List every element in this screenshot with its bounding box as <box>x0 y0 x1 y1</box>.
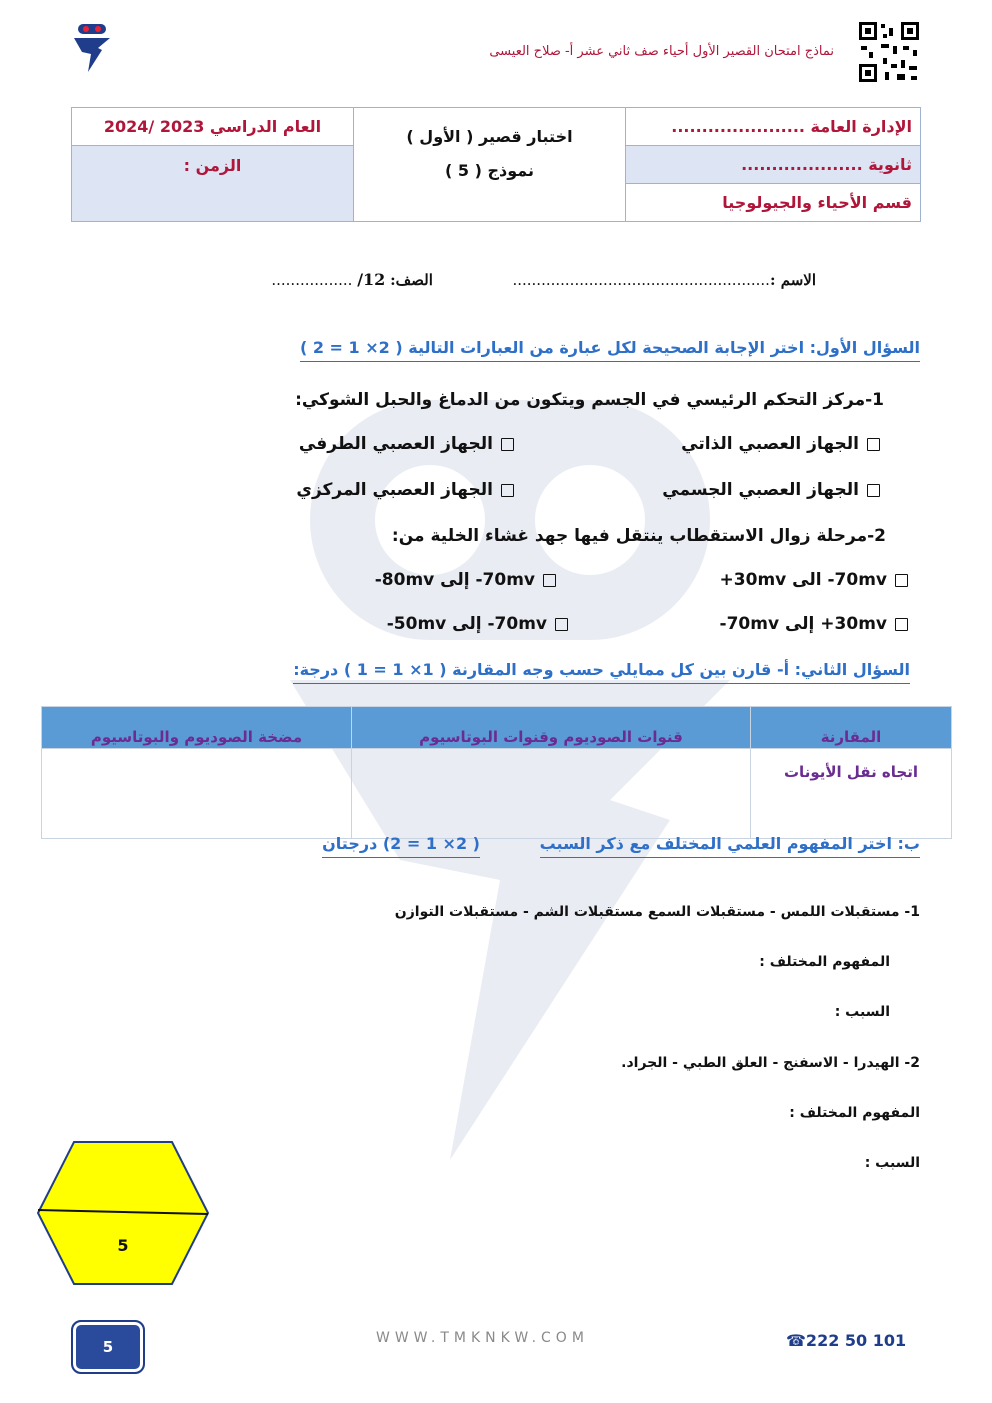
school-cell: ثانوية .................... <box>626 146 921 184</box>
name-field[interactable]: ...................................................... <box>512 271 770 289</box>
q1-item2-option-a[interactable]: 70mv- الى 30mv+ <box>720 570 908 590</box>
checkbox-icon[interactable] <box>867 438 880 451</box>
department-cell: قسم الأحياء والجيولوجيا <box>626 184 921 222</box>
cmp-row-label: اتجاه نقل الأيونات <box>751 749 952 839</box>
checkbox-icon[interactable] <box>895 574 908 587</box>
comparison-table <box>41 706 952 839</box>
q2b-item2-reason: السبب : <box>864 1155 920 1171</box>
q1-item1-option-c[interactable]: الجهاز العصبي الجسمي <box>662 480 880 500</box>
year-cell: العام الدراسي 2023 /2024 <box>72 108 354 146</box>
score-value: 5 <box>117 1236 129 1255</box>
footer-phone: ☎222 50 101 <box>786 1331 907 1350</box>
header-title: نماذج امتحان القصير الأول أحياء صف ثاني عشر أ- صلاح العيسى <box>489 44 834 59</box>
q1-heading: السؤال الأول: اختر الإجابة الصحيحة لكل عبارة من العبارات التالية ( 2× 1 = 2 ) <box>300 338 920 362</box>
cmp-answer-pump[interactable] <box>42 749 352 839</box>
cmp-answer-channels[interactable] <box>352 749 751 839</box>
admin-cell: الإدارة العامة ...................... <box>626 108 921 146</box>
name-label: الاسم : <box>769 271 816 289</box>
q1-item1-stem: 1-مركز التحكم الرئيسي في الجسم ويتكون من الدماغ والحبل الشوكي: <box>295 390 884 410</box>
q2b-item1-reason: السبب : <box>834 1004 890 1020</box>
exam-title: اختبار قصير ( الأول ) <box>406 127 573 146</box>
q1-item2-option-d[interactable]: 70mv- إلى 50mv- <box>387 614 568 634</box>
q1-item2-option-c[interactable]: 30mv+ إلى 70mv- <box>720 614 908 634</box>
q2b-item1: 1- مستقبلات اللمس - مستقبلات السمع مستقبلات الشم - مستقبلات التوازن <box>394 904 920 920</box>
q2b-item2-concept: المفهوم المختلف : <box>789 1105 920 1121</box>
qr-code-icon <box>857 20 921 84</box>
q1-item1-option-b[interactable]: الجهاز العصبي الطرفي <box>299 434 514 454</box>
q2-heading: السؤال الثاني: أ- قارن بين كل ممايلي حسب وجه المقارنة ( 1× 1 = 1 ) درجة: <box>293 660 910 684</box>
exam-title-cell <box>354 108 626 222</box>
class-label: الصف: <box>390 271 433 289</box>
checkbox-icon[interactable] <box>867 484 880 497</box>
q1-item1-option-d[interactable]: الجهاز العصبي المركزي <box>296 480 514 500</box>
time-cell: الزمن : <box>72 146 354 222</box>
q2b-item1-concept: المفهوم المختلف : <box>759 954 890 970</box>
class-value: 12/ <box>357 270 386 289</box>
checkbox-icon[interactable] <box>543 574 556 587</box>
q2b-item2: 2- الهيدرا - الاسفنج - العلق الطبي - الجراد. <box>621 1055 920 1071</box>
exam-info-table <box>71 107 921 222</box>
q1-item1-option-a[interactable]: الجهاز العصبي الذاتي <box>681 434 880 454</box>
exam-model: نموذج ( 5 ) <box>445 161 534 180</box>
checkbox-icon[interactable] <box>501 484 514 497</box>
student-info-row <box>271 270 816 289</box>
footer-url[interactable]: WWW.TMKNKW.COM <box>376 1330 589 1346</box>
page-number-badge: 5 <box>71 1320 145 1374</box>
q2b-heading: ب: اختر المفهوم العلمي المختلف مع ذكر السبب <box>540 834 920 858</box>
q1-item2-option-b[interactable]: 70mv- إلى 80mv- <box>375 570 556 590</box>
cmp-header-channels: قنوات الصوديوم وقنوات البوتاسيوم <box>352 707 751 749</box>
class-field[interactable]: ................. <box>271 271 353 289</box>
checkbox-icon[interactable] <box>555 618 568 631</box>
brand-logo-icon <box>72 22 112 74</box>
cmp-header-pump: مضخة الصوديوم والبوتاسيوم <box>42 707 352 749</box>
checkbox-icon[interactable] <box>501 438 514 451</box>
score-hexagon <box>36 1140 210 1286</box>
checkbox-icon[interactable] <box>895 618 908 631</box>
cmp-header-aspect: المقارنة <box>751 707 952 749</box>
q2b-score: ( 2× 1 = 2) درجتان <box>322 834 480 858</box>
q1-item2-stem: 2-مرحلة زوال الاستقطاب ينتقل فيها جهد غشاء الخلية من: <box>391 526 886 546</box>
